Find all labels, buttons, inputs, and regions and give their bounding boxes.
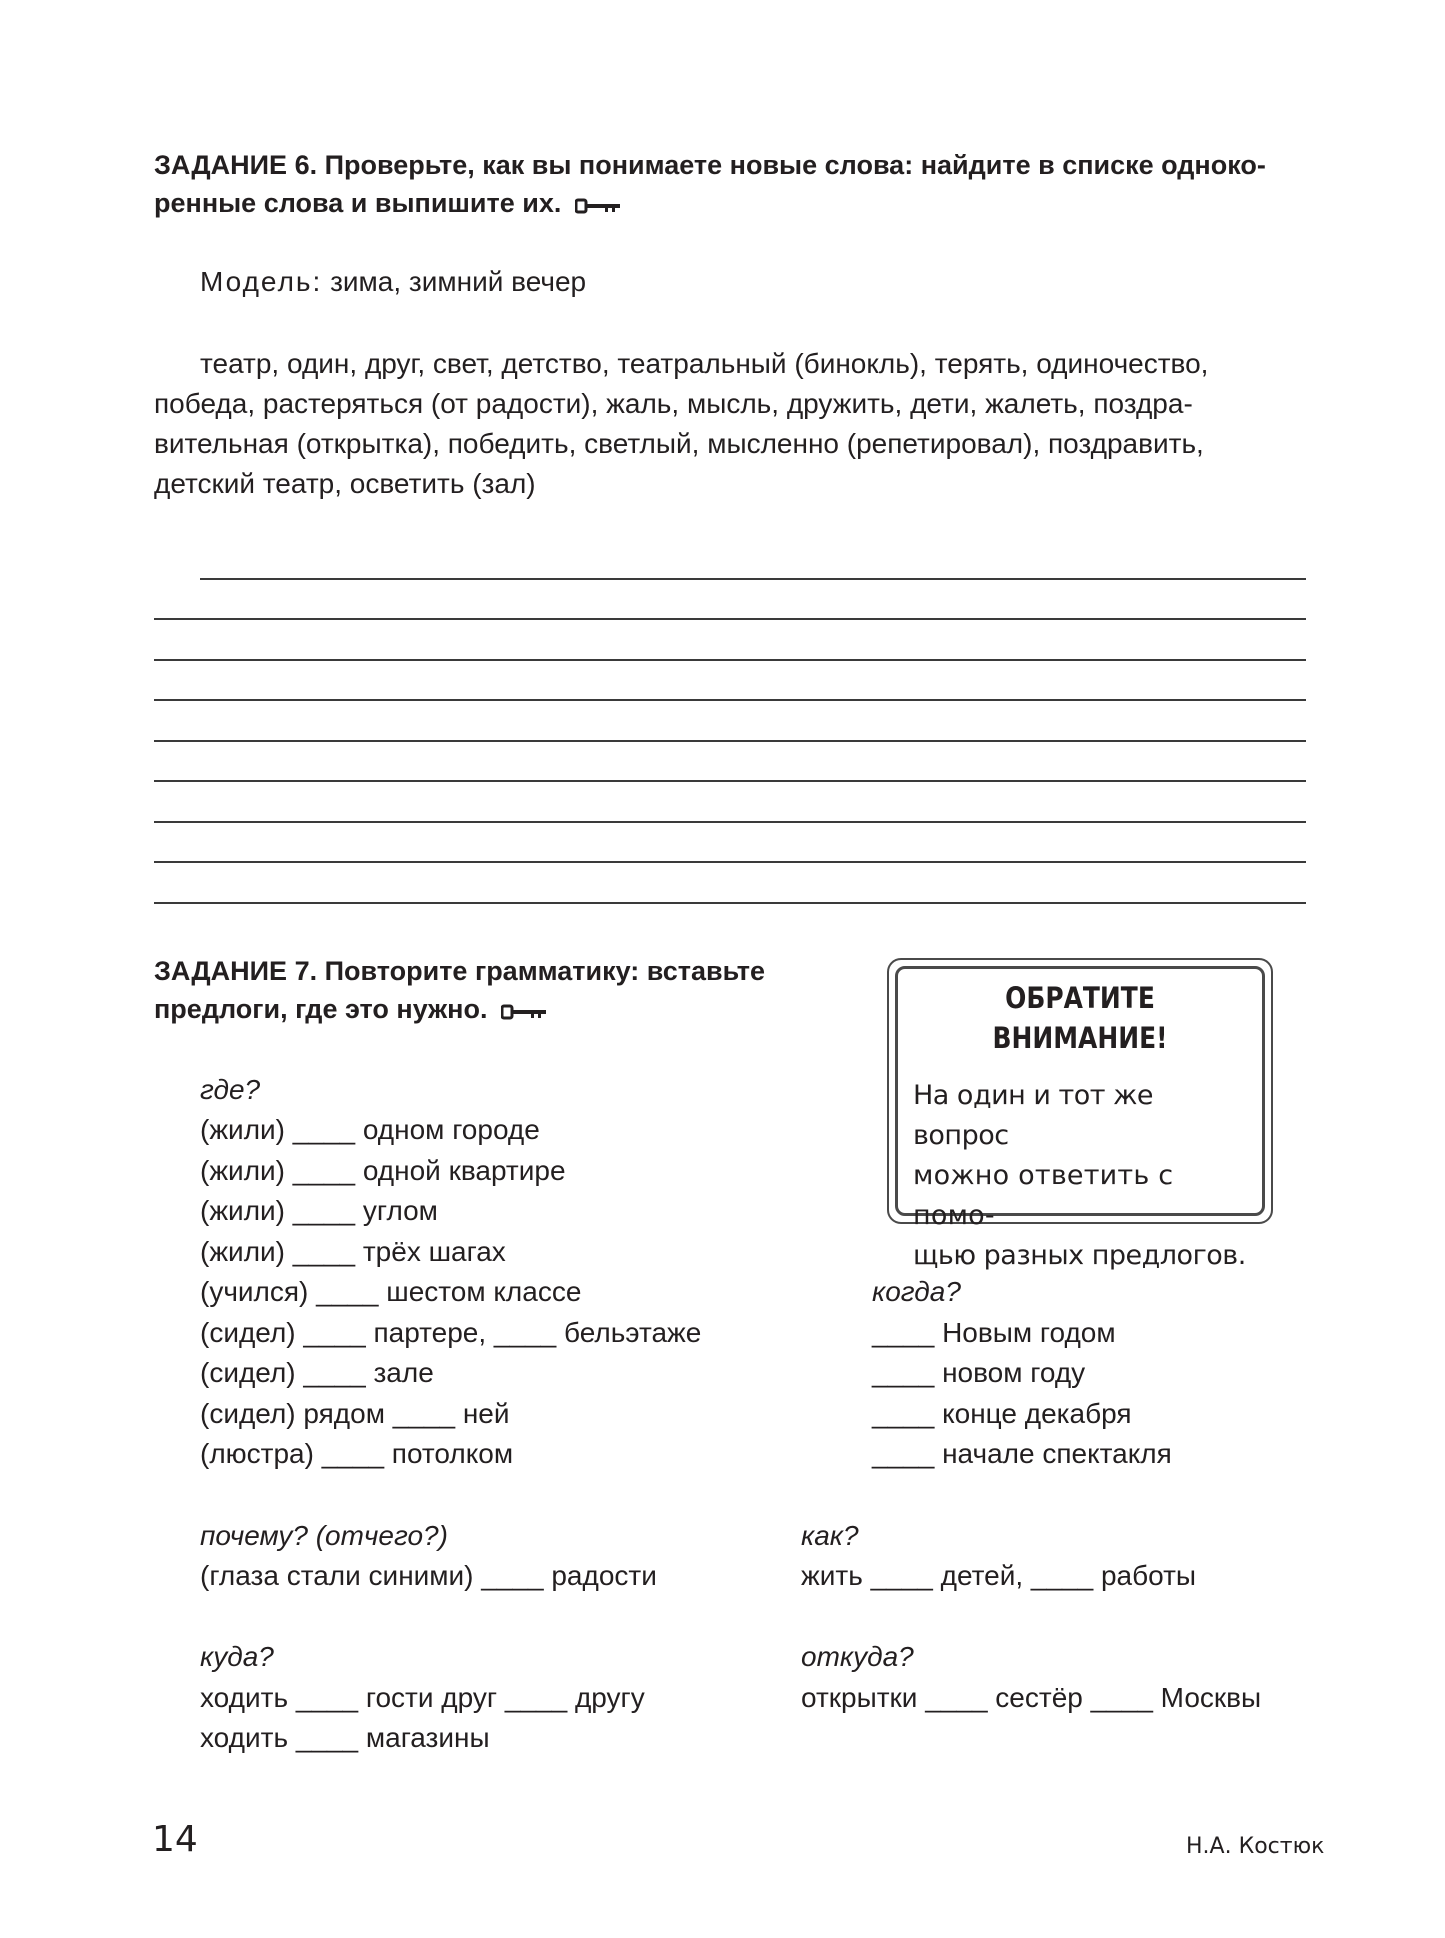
question-where: где? — [200, 1074, 261, 1105]
question-where-from: откуда? — [801, 1641, 914, 1672]
question-where-to: куда? — [200, 1641, 274, 1672]
answer-line[interactable] — [154, 902, 1306, 904]
word-list-line: вительная (открытка), победить, светлый, мысленно (репетировал), поздравить, — [154, 428, 1204, 459]
exercise-item[interactable]: (жили) ____ углом — [200, 1195, 438, 1226]
exercise-item[interactable]: ____ новом году — [872, 1357, 1086, 1388]
key-icon — [501, 992, 547, 1030]
answer-line[interactable] — [154, 618, 1306, 620]
exercise-item[interactable]: (учился) ____ шестом классе — [200, 1276, 582, 1307]
word-list-line: театр, один, друг, свет, детство, театральный (бинокль), терять, одиночество, — [200, 348, 1209, 379]
exercise-item[interactable]: ____ начале спектакля — [872, 1438, 1172, 1469]
exercise-item[interactable]: (люстра) ____ потолком — [200, 1438, 514, 1469]
exercise-item[interactable]: (жили) ____ одной квартире — [200, 1155, 566, 1186]
answer-line[interactable] — [154, 780, 1306, 782]
author: Н.А. Костюк — [1186, 1834, 1325, 1859]
task6-heading-line2: ренные слова и выпишите их. — [154, 184, 1314, 224]
exercise-item[interactable]: ____ конце декабря — [872, 1398, 1132, 1429]
task7-heading — [154, 952, 834, 1030]
exercise-item[interactable]: (сидел) ____ партере, ____ бельэтаже — [200, 1317, 702, 1348]
task7-heading-line1: ЗАДАНИЕ 7. Повторите грамматику: вставьте — [154, 956, 766, 986]
answer-line[interactable] — [200, 578, 1306, 580]
task6-heading-line1: ЗАДАНИЕ 6. Проверьте, как вы понимаете новые слова: найдите в списке одноко- — [154, 150, 1266, 180]
exercise-item[interactable]: открытки ____ сестёр ____ Москвы — [801, 1682, 1262, 1713]
exercise-item[interactable]: ходить ____ магазины — [200, 1722, 490, 1753]
exercise-item[interactable]: (сидел) ____ зале — [200, 1357, 434, 1388]
model-example: Модель: зима, зимний вечер — [200, 266, 587, 297]
answer-line[interactable] — [154, 821, 1306, 823]
exercise-item[interactable]: (глаза стали синими) ____ радости — [200, 1560, 657, 1591]
question-when: когда? — [872, 1276, 961, 1307]
attention-note-text: На один и тот же вопрос можно ответить с помо- щью разных предлогов. — [913, 1080, 1246, 1271]
exercise-item[interactable]: ____ Новым годом — [872, 1317, 1116, 1348]
exercise-item[interactable]: (сидел) рядом ____ ней — [200, 1398, 510, 1429]
word-list-line: победа, растеряться (от радости), жаль, мысль, дружить, дети, жалеть, поздра- — [154, 388, 1193, 419]
question-why: почему? (отчего?) — [200, 1520, 448, 1551]
exercise-item[interactable]: жить ____ детей, ____ работы — [801, 1560, 1197, 1591]
exercise-item[interactable]: ходить ____ гости друг ____ другу — [200, 1682, 645, 1713]
answer-line[interactable] — [154, 699, 1306, 701]
page-number: 14 — [152, 1819, 198, 1860]
word-list — [154, 344, 1314, 504]
task7-heading-line2: предлоги, где это нужно. — [154, 990, 834, 1030]
key-icon — [575, 186, 621, 224]
answer-line[interactable] — [154, 740, 1306, 742]
attention-note-title: ОБРАТИТЕ ВНИМАНИЕ! — [992, 981, 1168, 1055]
task6-heading — [154, 146, 1314, 224]
word-list-line: детский театр, осветить (зал) — [154, 468, 536, 499]
exercise-item[interactable]: (жили) ____ одном городе — [200, 1114, 540, 1145]
question-how: как? — [801, 1520, 859, 1551]
answer-line[interactable] — [154, 861, 1306, 863]
answer-line[interactable] — [154, 659, 1306, 661]
exercise-item[interactable]: (жили) ____ трёх шагах — [200, 1236, 506, 1267]
attention-note — [887, 958, 1273, 1271]
